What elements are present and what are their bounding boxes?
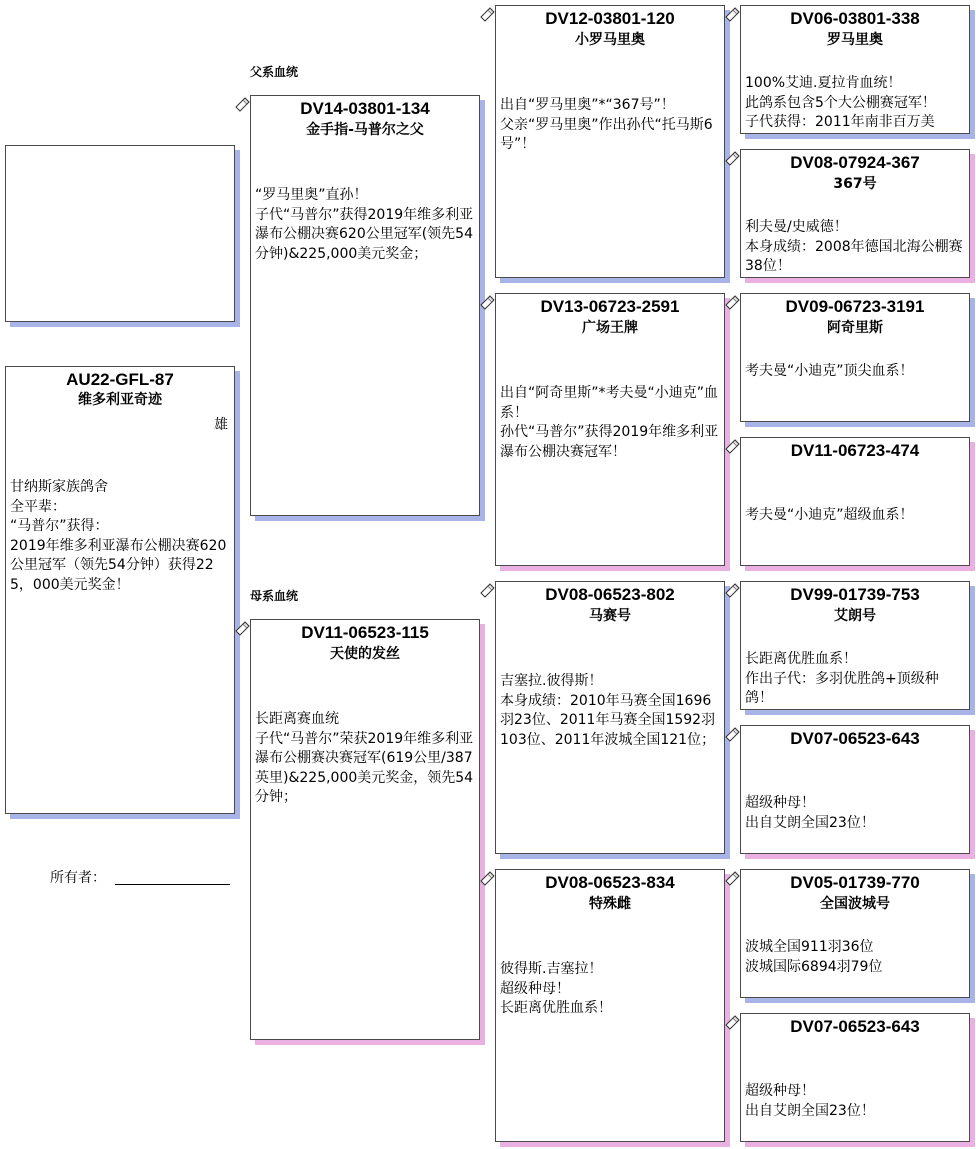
pencil-icon[interactable]	[724, 870, 740, 886]
pencil-icon[interactable]	[479, 6, 495, 22]
pencil-icon[interactable]	[724, 1014, 740, 1030]
photo-placeholder[interactable]	[5, 145, 235, 322]
great-grandparent-ring-number: DV09-06723-3191	[785, 297, 925, 316]
dam-description: 长距离赛血统 子代“马普尔”荣获2019年维多利亚瀑布公棚赛决赛冠军(619公里/387英里)&225,000美元奖金，领先54分钟；	[255, 711, 474, 805]
great-grandparent-name: 罗马里奥	[827, 32, 883, 48]
sire-card[interactable]	[250, 95, 480, 516]
grandparent-ring-number: DV08-06523-802	[545, 585, 675, 604]
great-grandparent-description: 超级种母！ 出自艾朗全国23位！	[745, 795, 875, 831]
owner-line	[115, 884, 230, 885]
great-grandparent-card[interactable]	[740, 437, 970, 566]
great-grandparent-card[interactable]	[740, 581, 970, 710]
great-grandparent-description: 利夫曼/史威德！ 本身成绩：2008年德国北海公棚赛38位！	[745, 219, 963, 274]
great-grandparent-card[interactable]	[740, 1013, 970, 1142]
grandparent-ring-number: DV08-06523-834	[545, 873, 675, 892]
grandparent-description: 彼得斯.吉塞拉！ 超级种母！ 长距离优胜血系！	[500, 961, 612, 1016]
great-grandparent-name: 367号	[833, 176, 877, 192]
great-grandparent-ring-number: DV11-06723-474	[790, 441, 920, 460]
subject-ring-number: AU22-GFL-87	[66, 370, 174, 389]
dam-name: 天使的发丝	[330, 646, 400, 662]
pencil-icon[interactable]	[479, 582, 495, 598]
great-grandparent-card[interactable]	[740, 293, 970, 422]
grandparent-ring-number: DV13-06723-2591	[540, 297, 680, 316]
pencil-icon[interactable]	[479, 294, 495, 310]
pencil-icon[interactable]	[724, 582, 740, 598]
dam-card[interactable]	[250, 619, 480, 1040]
great-grandparent-ring-number: DV08-07924-367	[790, 153, 920, 172]
great-grandparent-ring-number: DV06-03801-338	[790, 9, 920, 28]
great-grandparent-card[interactable]	[740, 725, 970, 854]
pencil-icon[interactable]	[234, 96, 250, 112]
grandparent-description: 出自“阿奇里斯”*考夫曼“小迪克”血系！ 孙代“马普尔”获得2019年维多利亚瀑布公棚决赛冠军！	[500, 385, 719, 460]
sire-ring-number: DV14-03801-134	[300, 99, 430, 118]
pencil-icon[interactable]	[479, 870, 495, 886]
great-grandparent-name: 艾朗号	[834, 608, 876, 624]
subject-sex: 雄	[214, 417, 228, 433]
subject-name: 维多利亚奇迹	[78, 392, 162, 408]
granddam-sire-card[interactable]	[495, 581, 725, 854]
dam-line-label: 母系血统	[250, 589, 299, 603]
subject-card[interactable]	[5, 366, 235, 814]
grandparent-name: 马赛号	[589, 608, 631, 624]
pencil-icon[interactable]	[724, 6, 740, 22]
great-grandparent-description: 波城全国911羽36位 波城国际6894羽79位	[745, 939, 883, 975]
subject-description: 甘纳斯家族鸽舍 全平辈： “马普尔”获得： 2019年维多利亚瀑布公棚决赛620公里冠军（领先54分钟）获得225，000美元奖金！	[10, 479, 227, 593]
granddam-dam-card[interactable]	[495, 869, 725, 1142]
grandparent-name: 广场王牌	[582, 320, 638, 336]
great-grandparent-description: 考夫曼“小迪克”超级血系！	[745, 507, 914, 523]
sire-description: “罗马里奥”直孙！ 子代“马普尔”获得2019年维多利亚瀑布公棚决赛620公里冠军(领先54分钟)&225,000美元奖金；	[255, 187, 474, 262]
great-grandparent-description: 超级种母！ 出自艾朗全国23位！	[745, 1083, 875, 1119]
great-grandparent-ring-number: DV07-06523-643	[790, 729, 920, 748]
great-grandparent-description: 考夫曼“小迪克”顶尖血系！	[745, 363, 914, 379]
grandparent-description: 出自“罗马里奥”*“367号”！ 父亲“罗马里奥”作出孙代“托马斯6号”！	[500, 97, 713, 152]
great-grandparent-ring-number: DV99-01739-753	[790, 585, 920, 604]
sire-name: 金手指-马普尔之父	[306, 122, 424, 138]
great-grandparent-ring-number: DV05-01739-770	[790, 873, 920, 892]
pencil-icon[interactable]	[724, 294, 740, 310]
grandparent-name: 特殊雌	[589, 896, 631, 912]
owner-label: 所有者：	[50, 870, 106, 886]
great-grandparent-description: 长距离优胜血系！ 作出子代：多羽优胜鸽+顶级种鸽！	[745, 651, 939, 706]
grandparent-ring-number: DV12-03801-120	[545, 9, 675, 28]
great-grandparent-ring-number: DV07-06523-643	[790, 1017, 920, 1036]
pencil-icon[interactable]	[724, 726, 740, 742]
great-grandparent-name: 全国波城号	[820, 896, 890, 912]
great-grandparent-card[interactable]	[740, 149, 970, 278]
grandsire-dam-card[interactable]	[495, 293, 725, 566]
great-grandparent-name: 阿奇里斯	[827, 320, 883, 336]
great-grandparent-description: 100%艾迪.夏拉肯血统！ 此鸽系包含5个大公棚赛冠军！ 子代获得：2011年南非百万美	[745, 75, 936, 130]
grandparent-description: 吉塞拉.彼得斯！ 本身成绩：2010年马赛全国1696羽23位、2011年马赛全国1592羽103位、2011年波城全国121位；	[500, 673, 716, 748]
pencil-icon[interactable]	[724, 150, 740, 166]
great-grandparent-card[interactable]	[740, 869, 970, 998]
grandparent-name: 小罗马里奥	[575, 32, 645, 48]
pencil-icon[interactable]	[234, 620, 250, 636]
dam-ring-number: DV11-06523-115	[301, 623, 429, 642]
pencil-icon[interactable]	[724, 438, 740, 454]
sire-line-label: 父系血统	[250, 65, 299, 79]
grandsire-sire-card[interactable]	[495, 5, 725, 278]
great-grandparent-card[interactable]	[740, 5, 970, 134]
